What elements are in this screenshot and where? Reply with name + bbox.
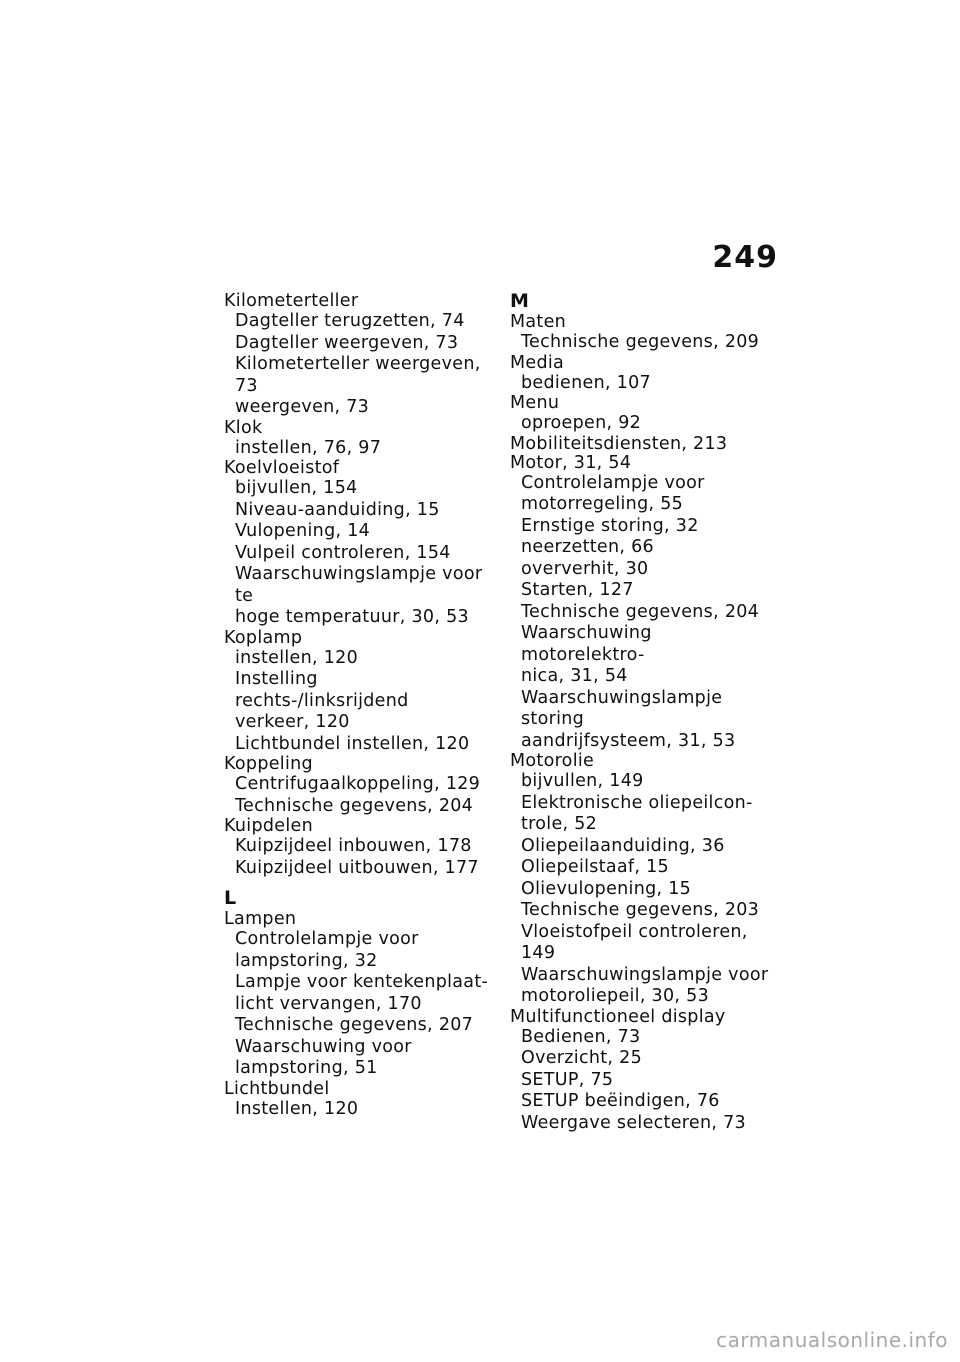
index-subentry: Technische gegevens, 207 [235, 1015, 474, 1035]
index-subentry: Dagteller weergeven, 73 [235, 332, 459, 353]
index-subentry: Vloeistofpeil controleren, 149 [521, 921, 748, 963]
index-subentry: Ernstige storing, 32 [521, 515, 699, 536]
index-subentry: Dagteller terugzetten, 74 [235, 311, 465, 331]
index-subentry: Oliepeilstaaf, 15 [521, 857, 669, 877]
index-entry [510, 354, 780, 395]
index-subentry: oproepen, 92 [521, 413, 642, 433]
watermark-footer: carmanualsonline.info [716, 1328, 948, 1352]
index-term: Mobiliteitsdiensten, 213 [510, 433, 728, 454]
index-term: Lichtbundel [224, 1078, 330, 1099]
index-subentry: weergeven, 73 [235, 397, 370, 417]
index-entry [510, 454, 780, 753]
index-subentry: bijvullen, 149 [521, 771, 644, 791]
index-subentry: Lampje voor kentekenplaat- licht vervangen, 170 [235, 972, 489, 1014]
section-letter: M [510, 290, 529, 312]
index-entry [510, 435, 780, 454]
index-term: Media [510, 352, 565, 373]
index-entry [510, 313, 780, 354]
index-subentry: instellen, 120 [235, 647, 359, 668]
index-subentry: Starten, 127 [521, 580, 634, 600]
index-entry [224, 1080, 494, 1121]
index-subentry: Kuipzijdeel inbouwen, 178 [235, 836, 472, 856]
index-subentry: bijvullen, 154 [235, 478, 358, 498]
index-subentry: Vulopening, 14 [235, 521, 371, 541]
index-subentry: Instelling rechts-/linksrijdend verkeer, 120 [235, 669, 409, 732]
index-subentry: Centrifugaalkoppeling, 129 [235, 774, 481, 794]
index-entry [224, 459, 494, 629]
index-term: Koelvloeistof [224, 458, 340, 478]
index-subentry: oververhit, 30 [521, 558, 649, 579]
index-entry [224, 629, 494, 756]
index-subentry: Technische gegevens, 203 [521, 900, 760, 920]
index-subentry: Vulpeil controleren, 154 [235, 542, 451, 563]
index-subentry: instellen, 76, 97 [235, 437, 382, 458]
index-subentry: neerzetten, 66 [521, 537, 654, 557]
index-term: Kilometerteller [224, 291, 359, 311]
index-subentry: Niveau-aanduiding, 15 [235, 499, 440, 520]
section-letter: L [224, 887, 237, 909]
index-entry [224, 817, 494, 879]
index-subentry: Waarschuwingslampje voor te hoge temperatuur, 30, 53 [235, 564, 483, 627]
index-subentry: Elektronische oliepeilcon- trole, 52 [521, 792, 753, 834]
index-subentry: Controlelampje voor lampstoring, 32 [235, 929, 419, 971]
index-subentry: Waarschuwing motorelektro- nica, 31, 54 [521, 623, 652, 686]
index-entry [224, 419, 494, 460]
index-subentry: Waarschuwingslampje storing aandrijfsysteem, 31, 53 [521, 687, 736, 751]
index-subentry: Olievulopening, 15 [521, 878, 692, 899]
index-subentry: Waarschuwing voor lampstoring, 51 [235, 1036, 412, 1078]
index-subentry: SETUP, 75 [521, 1069, 614, 1090]
index-entry [510, 1008, 780, 1135]
index-term: Menu [510, 393, 560, 413]
index-column-right [510, 292, 780, 1134]
index-term: Motorolie [510, 751, 595, 771]
index-term: Multifunctioneel display [510, 1006, 726, 1027]
index-term: Koppeling [224, 754, 313, 774]
index-entry [224, 755, 494, 817]
index-term: Koplamp [224, 627, 303, 648]
index-entry [224, 292, 494, 419]
index-term: Maten [510, 312, 567, 332]
section-spacer [224, 879, 494, 889]
index-term: Klok [224, 417, 263, 438]
index-subentry: Instellen, 120 [235, 1098, 359, 1119]
index-subentry: Technische gegevens, 209 [521, 332, 760, 352]
index-subentry: Controlelampje voor motorregeling, 55 [521, 472, 705, 514]
index-subentry: Lichtbundel instellen, 120 [235, 733, 470, 754]
index-subentry: Technische gegevens, 204 [235, 795, 474, 816]
index-subentry: Weergave selecteren, 73 [521, 1112, 746, 1133]
index-subentry: Technische gegevens, 204 [521, 601, 760, 622]
index-subentry: Bedienen, 73 [521, 1026, 641, 1047]
index-subentry: Oliepeilaanduiding, 36 [521, 835, 725, 856]
index-term: Lampen [224, 909, 297, 929]
index-entry [510, 394, 780, 435]
index-subentry: Overzicht, 25 [521, 1048, 643, 1068]
index-subentry: SETUP beëindigen, 76 [521, 1091, 720, 1111]
index-term: Motor, 31, 54 [510, 452, 632, 473]
index-column-left [224, 292, 494, 1120]
index-subentry: Kuipzijdeel uitbouwen, 177 [235, 857, 479, 878]
page-number: 249 [712, 240, 778, 275]
index-entry [224, 910, 494, 1080]
index-subentry: bedienen, 107 [521, 372, 651, 393]
index-subentry: Waarschuwingslampje voor motoroliepeil, 30, 53 [521, 964, 769, 1006]
index-term: Kuipdelen [224, 816, 313, 836]
index-subentry: Kilometerteller weergeven, 73 [235, 354, 481, 396]
index-entry [510, 752, 780, 1008]
